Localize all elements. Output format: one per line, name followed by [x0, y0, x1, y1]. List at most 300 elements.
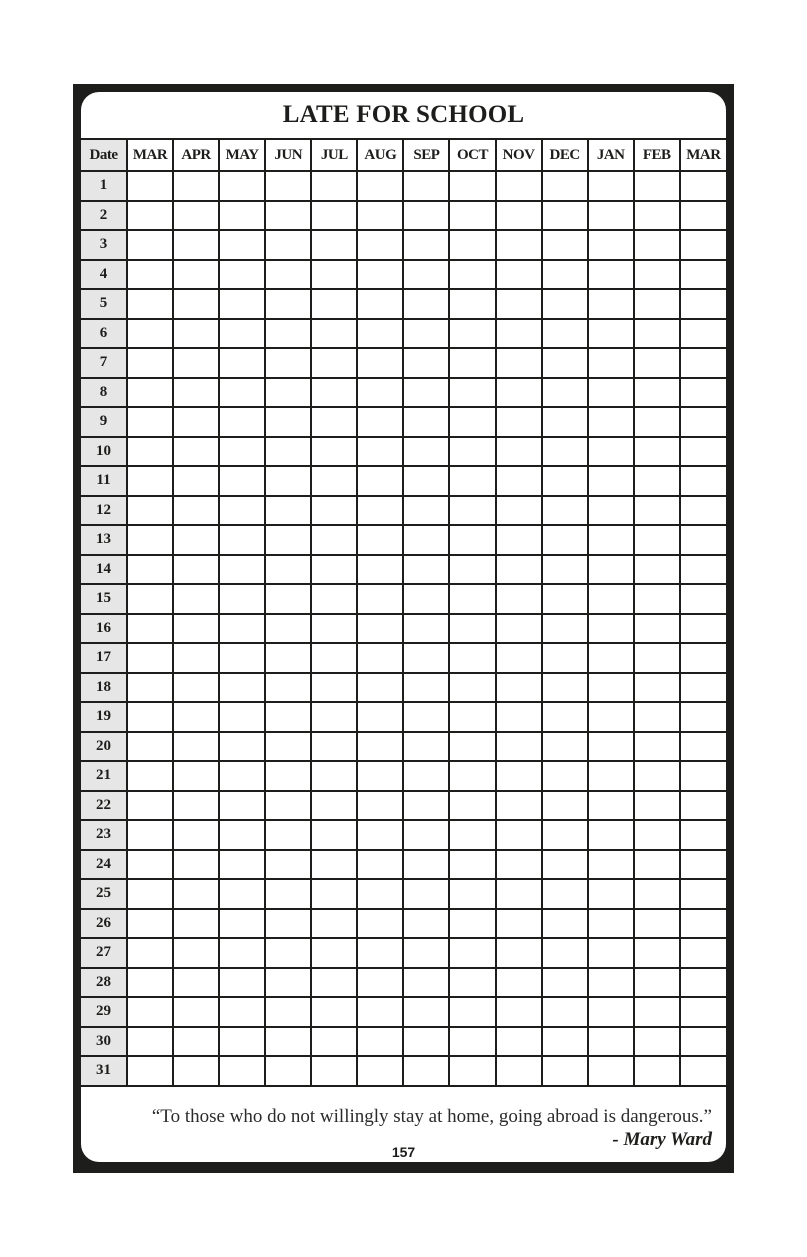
entry-cell[interactable]: [265, 909, 311, 939]
entry-cell[interactable]: [496, 319, 542, 349]
entry-cell[interactable]: [219, 614, 265, 644]
entry-cell[interactable]: [542, 171, 588, 201]
entry-cell[interactable]: [634, 820, 680, 850]
entry-cell[interactable]: [265, 673, 311, 703]
entry-cell[interactable]: [542, 643, 588, 673]
entry-cell[interactable]: [311, 643, 357, 673]
entry-cell[interactable]: [173, 584, 219, 614]
entry-cell[interactable]: [311, 673, 357, 703]
entry-cell[interactable]: [173, 938, 219, 968]
entry-cell[interactable]: [496, 938, 542, 968]
entry-cell[interactable]: [449, 319, 495, 349]
entry-cell[interactable]: [219, 820, 265, 850]
entry-cell[interactable]: [403, 732, 449, 762]
entry-cell[interactable]: [542, 348, 588, 378]
entry-cell[interactable]: [634, 525, 680, 555]
entry-cell[interactable]: [542, 879, 588, 909]
entry-cell[interactable]: [127, 319, 173, 349]
entry-cell[interactable]: [496, 378, 542, 408]
entry-cell[interactable]: [496, 348, 542, 378]
entry-cell[interactable]: [496, 289, 542, 319]
entry-cell[interactable]: [542, 1027, 588, 1057]
entry-cell[interactable]: [496, 673, 542, 703]
entry-cell[interactable]: [588, 260, 634, 290]
entry-cell[interactable]: [219, 1056, 265, 1086]
entry-cell[interactable]: [634, 1027, 680, 1057]
entry-cell[interactable]: [449, 378, 495, 408]
entry-cell[interactable]: [634, 319, 680, 349]
entry-cell[interactable]: [219, 1027, 265, 1057]
entry-cell[interactable]: [219, 761, 265, 791]
entry-cell[interactable]: [357, 732, 403, 762]
entry-cell[interactable]: [449, 614, 495, 644]
entry-cell[interactable]: [173, 319, 219, 349]
entry-cell[interactable]: [127, 201, 173, 231]
entry-cell[interactable]: [634, 761, 680, 791]
entry-cell[interactable]: [588, 378, 634, 408]
entry-cell[interactable]: [588, 850, 634, 880]
entry-cell[interactable]: [588, 171, 634, 201]
entry-cell[interactable]: [311, 791, 357, 821]
entry-cell[interactable]: [311, 407, 357, 437]
entry-cell[interactable]: [127, 879, 173, 909]
entry-cell[interactable]: [542, 319, 588, 349]
entry-cell[interactable]: [403, 1027, 449, 1057]
entry-cell[interactable]: [680, 289, 726, 319]
entry-cell[interactable]: [588, 643, 634, 673]
entry-cell[interactable]: [496, 1056, 542, 1086]
entry-cell[interactable]: [403, 614, 449, 644]
entry-cell[interactable]: [588, 437, 634, 467]
entry-cell[interactable]: [496, 850, 542, 880]
entry-cell[interactable]: [127, 968, 173, 998]
entry-cell[interactable]: [265, 761, 311, 791]
entry-cell[interactable]: [542, 820, 588, 850]
entry-cell[interactable]: [496, 230, 542, 260]
entry-cell[interactable]: [542, 850, 588, 880]
entry-cell[interactable]: [265, 643, 311, 673]
entry-cell[interactable]: [219, 496, 265, 526]
entry-cell[interactable]: [127, 230, 173, 260]
entry-cell[interactable]: [496, 820, 542, 850]
entry-cell[interactable]: [173, 407, 219, 437]
entry-cell[interactable]: [265, 791, 311, 821]
entry-cell[interactable]: [127, 525, 173, 555]
entry-cell[interactable]: [127, 1027, 173, 1057]
entry-cell[interactable]: [449, 879, 495, 909]
entry-cell[interactable]: [311, 938, 357, 968]
entry-cell[interactable]: [634, 1056, 680, 1086]
entry-cell[interactable]: [357, 525, 403, 555]
entry-cell[interactable]: [588, 555, 634, 585]
entry-cell[interactable]: [403, 378, 449, 408]
entry-cell[interactable]: [449, 1027, 495, 1057]
entry-cell[interactable]: [357, 319, 403, 349]
entry-cell[interactable]: [449, 407, 495, 437]
entry-cell[interactable]: [311, 584, 357, 614]
entry-cell[interactable]: [173, 1027, 219, 1057]
entry-cell[interactable]: [265, 702, 311, 732]
entry-cell[interactable]: [449, 997, 495, 1027]
entry-cell[interactable]: [588, 820, 634, 850]
entry-cell[interactable]: [449, 496, 495, 526]
entry-cell[interactable]: [357, 791, 403, 821]
entry-cell[interactable]: [634, 407, 680, 437]
entry-cell[interactable]: [403, 584, 449, 614]
entry-cell[interactable]: [265, 584, 311, 614]
entry-cell[interactable]: [173, 171, 219, 201]
entry-cell[interactable]: [127, 348, 173, 378]
entry-cell[interactable]: [403, 997, 449, 1027]
entry-cell[interactable]: [311, 230, 357, 260]
entry-cell[interactable]: [357, 201, 403, 231]
entry-cell[interactable]: [127, 643, 173, 673]
entry-cell[interactable]: [542, 378, 588, 408]
entry-cell[interactable]: [449, 938, 495, 968]
entry-cell[interactable]: [311, 850, 357, 880]
entry-cell[interactable]: [496, 968, 542, 998]
entry-cell[interactable]: [449, 761, 495, 791]
entry-cell[interactable]: [357, 496, 403, 526]
entry-cell[interactable]: [173, 230, 219, 260]
entry-cell[interactable]: [357, 348, 403, 378]
entry-cell[interactable]: [634, 968, 680, 998]
entry-cell[interactable]: [542, 407, 588, 437]
entry-cell[interactable]: [680, 201, 726, 231]
entry-cell[interactable]: [173, 643, 219, 673]
entry-cell[interactable]: [311, 496, 357, 526]
entry-cell[interactable]: [634, 260, 680, 290]
entry-cell[interactable]: [311, 968, 357, 998]
entry-cell[interactable]: [496, 791, 542, 821]
entry-cell[interactable]: [219, 260, 265, 290]
entry-cell[interactable]: [449, 171, 495, 201]
entry-cell[interactable]: [588, 319, 634, 349]
entry-cell[interactable]: [449, 201, 495, 231]
entry-cell[interactable]: [542, 1056, 588, 1086]
entry-cell[interactable]: [588, 673, 634, 703]
entry-cell[interactable]: [634, 348, 680, 378]
entry-cell[interactable]: [403, 496, 449, 526]
entry-cell[interactable]: [496, 437, 542, 467]
entry-cell[interactable]: [219, 466, 265, 496]
entry-cell[interactable]: [449, 820, 495, 850]
entry-cell[interactable]: [496, 614, 542, 644]
entry-cell[interactable]: [680, 584, 726, 614]
entry-cell[interactable]: [311, 702, 357, 732]
entry-cell[interactable]: [588, 348, 634, 378]
entry-cell[interactable]: [588, 791, 634, 821]
entry-cell[interactable]: [449, 260, 495, 290]
entry-cell[interactable]: [265, 850, 311, 880]
entry-cell[interactable]: [680, 525, 726, 555]
entry-cell[interactable]: [173, 909, 219, 939]
entry-cell[interactable]: [357, 1056, 403, 1086]
entry-cell[interactable]: [542, 496, 588, 526]
entry-cell[interactable]: [357, 673, 403, 703]
entry-cell[interactable]: [265, 289, 311, 319]
entry-cell[interactable]: [588, 525, 634, 555]
entry-cell[interactable]: [496, 909, 542, 939]
entry-cell[interactable]: [449, 348, 495, 378]
entry-cell[interactable]: [311, 732, 357, 762]
entry-cell[interactable]: [311, 820, 357, 850]
entry-cell[interactable]: [357, 614, 403, 644]
entry-cell[interactable]: [219, 968, 265, 998]
entry-cell[interactable]: [173, 555, 219, 585]
entry-cell[interactable]: [496, 201, 542, 231]
entry-cell[interactable]: [634, 289, 680, 319]
entry-cell[interactable]: [265, 879, 311, 909]
entry-cell[interactable]: [311, 525, 357, 555]
entry-cell[interactable]: [265, 525, 311, 555]
entry-cell[interactable]: [496, 496, 542, 526]
entry-cell[interactable]: [496, 407, 542, 437]
entry-cell[interactable]: [403, 201, 449, 231]
entry-cell[interactable]: [403, 171, 449, 201]
entry-cell[interactable]: [311, 466, 357, 496]
entry-cell[interactable]: [588, 761, 634, 791]
entry-cell[interactable]: [173, 1056, 219, 1086]
entry-cell[interactable]: [311, 555, 357, 585]
entry-cell[interactable]: [634, 643, 680, 673]
entry-cell[interactable]: [680, 643, 726, 673]
entry-cell[interactable]: [127, 584, 173, 614]
entry-cell[interactable]: [680, 850, 726, 880]
entry-cell[interactable]: [634, 614, 680, 644]
entry-cell[interactable]: [449, 289, 495, 319]
entry-cell[interactable]: [634, 997, 680, 1027]
entry-cell[interactable]: [357, 230, 403, 260]
entry-cell[interactable]: [219, 525, 265, 555]
entry-cell[interactable]: [357, 289, 403, 319]
entry-cell[interactable]: [588, 230, 634, 260]
entry-cell[interactable]: [311, 437, 357, 467]
entry-cell[interactable]: [542, 466, 588, 496]
entry-cell[interactable]: [403, 555, 449, 585]
entry-cell[interactable]: [634, 378, 680, 408]
entry-cell[interactable]: [403, 260, 449, 290]
entry-cell[interactable]: [311, 997, 357, 1027]
entry-cell[interactable]: [403, 791, 449, 821]
entry-cell[interactable]: [680, 437, 726, 467]
entry-cell[interactable]: [403, 319, 449, 349]
entry-cell[interactable]: [680, 997, 726, 1027]
entry-cell[interactable]: [219, 879, 265, 909]
entry-cell[interactable]: [127, 289, 173, 319]
entry-cell[interactable]: [496, 1027, 542, 1057]
entry-cell[interactable]: [311, 171, 357, 201]
entry-cell[interactable]: [449, 702, 495, 732]
entry-cell[interactable]: [127, 437, 173, 467]
entry-cell[interactable]: [127, 614, 173, 644]
entry-cell[interactable]: [219, 702, 265, 732]
entry-cell[interactable]: [219, 791, 265, 821]
entry-cell[interactable]: [634, 171, 680, 201]
entry-cell[interactable]: [265, 555, 311, 585]
entry-cell[interactable]: [173, 732, 219, 762]
entry-cell[interactable]: [127, 378, 173, 408]
entry-cell[interactable]: [127, 466, 173, 496]
entry-cell[interactable]: [634, 791, 680, 821]
entry-cell[interactable]: [588, 1056, 634, 1086]
entry-cell[interactable]: [219, 673, 265, 703]
entry-cell[interactable]: [219, 938, 265, 968]
entry-cell[interactable]: [403, 702, 449, 732]
entry-cell[interactable]: [403, 909, 449, 939]
entry-cell[interactable]: [680, 260, 726, 290]
entry-cell[interactable]: [219, 289, 265, 319]
entry-cell[interactable]: [542, 614, 588, 644]
entry-cell[interactable]: [588, 938, 634, 968]
entry-cell[interactable]: [127, 496, 173, 526]
entry-cell[interactable]: [173, 378, 219, 408]
entry-cell[interactable]: [542, 791, 588, 821]
entry-cell[interactable]: [496, 879, 542, 909]
entry-cell[interactable]: [403, 850, 449, 880]
entry-cell[interactable]: [542, 968, 588, 998]
entry-cell[interactable]: [219, 230, 265, 260]
entry-cell[interactable]: [588, 732, 634, 762]
entry-cell[interactable]: [219, 909, 265, 939]
entry-cell[interactable]: [311, 378, 357, 408]
entry-cell[interactable]: [542, 201, 588, 231]
entry-cell[interactable]: [588, 584, 634, 614]
entry-cell[interactable]: [496, 643, 542, 673]
entry-cell[interactable]: [357, 820, 403, 850]
entry-cell[interactable]: [173, 820, 219, 850]
entry-cell[interactable]: [449, 673, 495, 703]
entry-cell[interactable]: [357, 938, 403, 968]
entry-cell[interactable]: [680, 378, 726, 408]
entry-cell[interactable]: [680, 230, 726, 260]
entry-cell[interactable]: [542, 761, 588, 791]
entry-cell[interactable]: [449, 1056, 495, 1086]
entry-cell[interactable]: [265, 614, 311, 644]
entry-cell[interactable]: [127, 909, 173, 939]
entry-cell[interactable]: [173, 260, 219, 290]
entry-cell[interactable]: [357, 437, 403, 467]
entry-cell[interactable]: [173, 997, 219, 1027]
entry-cell[interactable]: [542, 732, 588, 762]
entry-cell[interactable]: [265, 466, 311, 496]
entry-cell[interactable]: [634, 850, 680, 880]
entry-cell[interactable]: [357, 584, 403, 614]
entry-cell[interactable]: [311, 260, 357, 290]
entry-cell[interactable]: [311, 1056, 357, 1086]
entry-cell[interactable]: [680, 1027, 726, 1057]
entry-cell[interactable]: [173, 466, 219, 496]
entry-cell[interactable]: [449, 850, 495, 880]
entry-cell[interactable]: [357, 909, 403, 939]
entry-cell[interactable]: [127, 791, 173, 821]
entry-cell[interactable]: [496, 997, 542, 1027]
entry-cell[interactable]: [496, 584, 542, 614]
entry-cell[interactable]: [542, 525, 588, 555]
entry-cell[interactable]: [449, 466, 495, 496]
entry-cell[interactable]: [173, 761, 219, 791]
entry-cell[interactable]: [496, 555, 542, 585]
entry-cell[interactable]: [311, 348, 357, 378]
entry-cell[interactable]: [173, 201, 219, 231]
entry-cell[interactable]: [357, 260, 403, 290]
entry-cell[interactable]: [403, 407, 449, 437]
entry-cell[interactable]: [542, 555, 588, 585]
entry-cell[interactable]: [403, 879, 449, 909]
entry-cell[interactable]: [588, 909, 634, 939]
entry-cell[interactable]: [634, 496, 680, 526]
entry-cell[interactable]: [173, 702, 219, 732]
entry-cell[interactable]: [311, 289, 357, 319]
entry-cell[interactable]: [542, 289, 588, 319]
entry-cell[interactable]: [265, 437, 311, 467]
entry-cell[interactable]: [542, 909, 588, 939]
entry-cell[interactable]: [265, 171, 311, 201]
entry-cell[interactable]: [588, 614, 634, 644]
entry-cell[interactable]: [357, 555, 403, 585]
entry-cell[interactable]: [357, 466, 403, 496]
entry-cell[interactable]: [403, 230, 449, 260]
entry-cell[interactable]: [680, 348, 726, 378]
entry-cell[interactable]: [173, 496, 219, 526]
entry-cell[interactable]: [634, 466, 680, 496]
entry-cell[interactable]: [173, 850, 219, 880]
entry-cell[interactable]: [680, 466, 726, 496]
entry-cell[interactable]: [265, 230, 311, 260]
entry-cell[interactable]: [265, 378, 311, 408]
entry-cell[interactable]: [265, 820, 311, 850]
entry-cell[interactable]: [127, 171, 173, 201]
entry-cell[interactable]: [357, 761, 403, 791]
entry-cell[interactable]: [588, 968, 634, 998]
entry-cell[interactable]: [173, 525, 219, 555]
entry-cell[interactable]: [496, 702, 542, 732]
entry-cell[interactable]: [542, 938, 588, 968]
entry-cell[interactable]: [588, 496, 634, 526]
entry-cell[interactable]: [496, 171, 542, 201]
entry-cell[interactable]: [449, 555, 495, 585]
entry-cell[interactable]: [265, 319, 311, 349]
entry-cell[interactable]: [449, 909, 495, 939]
entry-cell[interactable]: [173, 614, 219, 644]
entry-cell[interactable]: [219, 407, 265, 437]
entry-cell[interactable]: [127, 702, 173, 732]
entry-cell[interactable]: [173, 791, 219, 821]
entry-cell[interactable]: [588, 702, 634, 732]
entry-cell[interactable]: [680, 909, 726, 939]
entry-cell[interactable]: [496, 466, 542, 496]
entry-cell[interactable]: [680, 673, 726, 703]
entry-cell[interactable]: [634, 584, 680, 614]
entry-cell[interactable]: [265, 496, 311, 526]
entry-cell[interactable]: [680, 879, 726, 909]
entry-cell[interactable]: [449, 732, 495, 762]
entry-cell[interactable]: [634, 437, 680, 467]
entry-cell[interactable]: [588, 289, 634, 319]
entry-cell[interactable]: [542, 702, 588, 732]
entry-cell[interactable]: [357, 879, 403, 909]
entry-cell[interactable]: [403, 466, 449, 496]
entry-cell[interactable]: [219, 850, 265, 880]
entry-cell[interactable]: [403, 938, 449, 968]
entry-cell[interactable]: [449, 584, 495, 614]
entry-cell[interactable]: [357, 643, 403, 673]
entry-cell[interactable]: [219, 997, 265, 1027]
entry-cell[interactable]: [403, 643, 449, 673]
entry-cell[interactable]: [542, 230, 588, 260]
entry-cell[interactable]: [311, 879, 357, 909]
entry-cell[interactable]: [588, 407, 634, 437]
